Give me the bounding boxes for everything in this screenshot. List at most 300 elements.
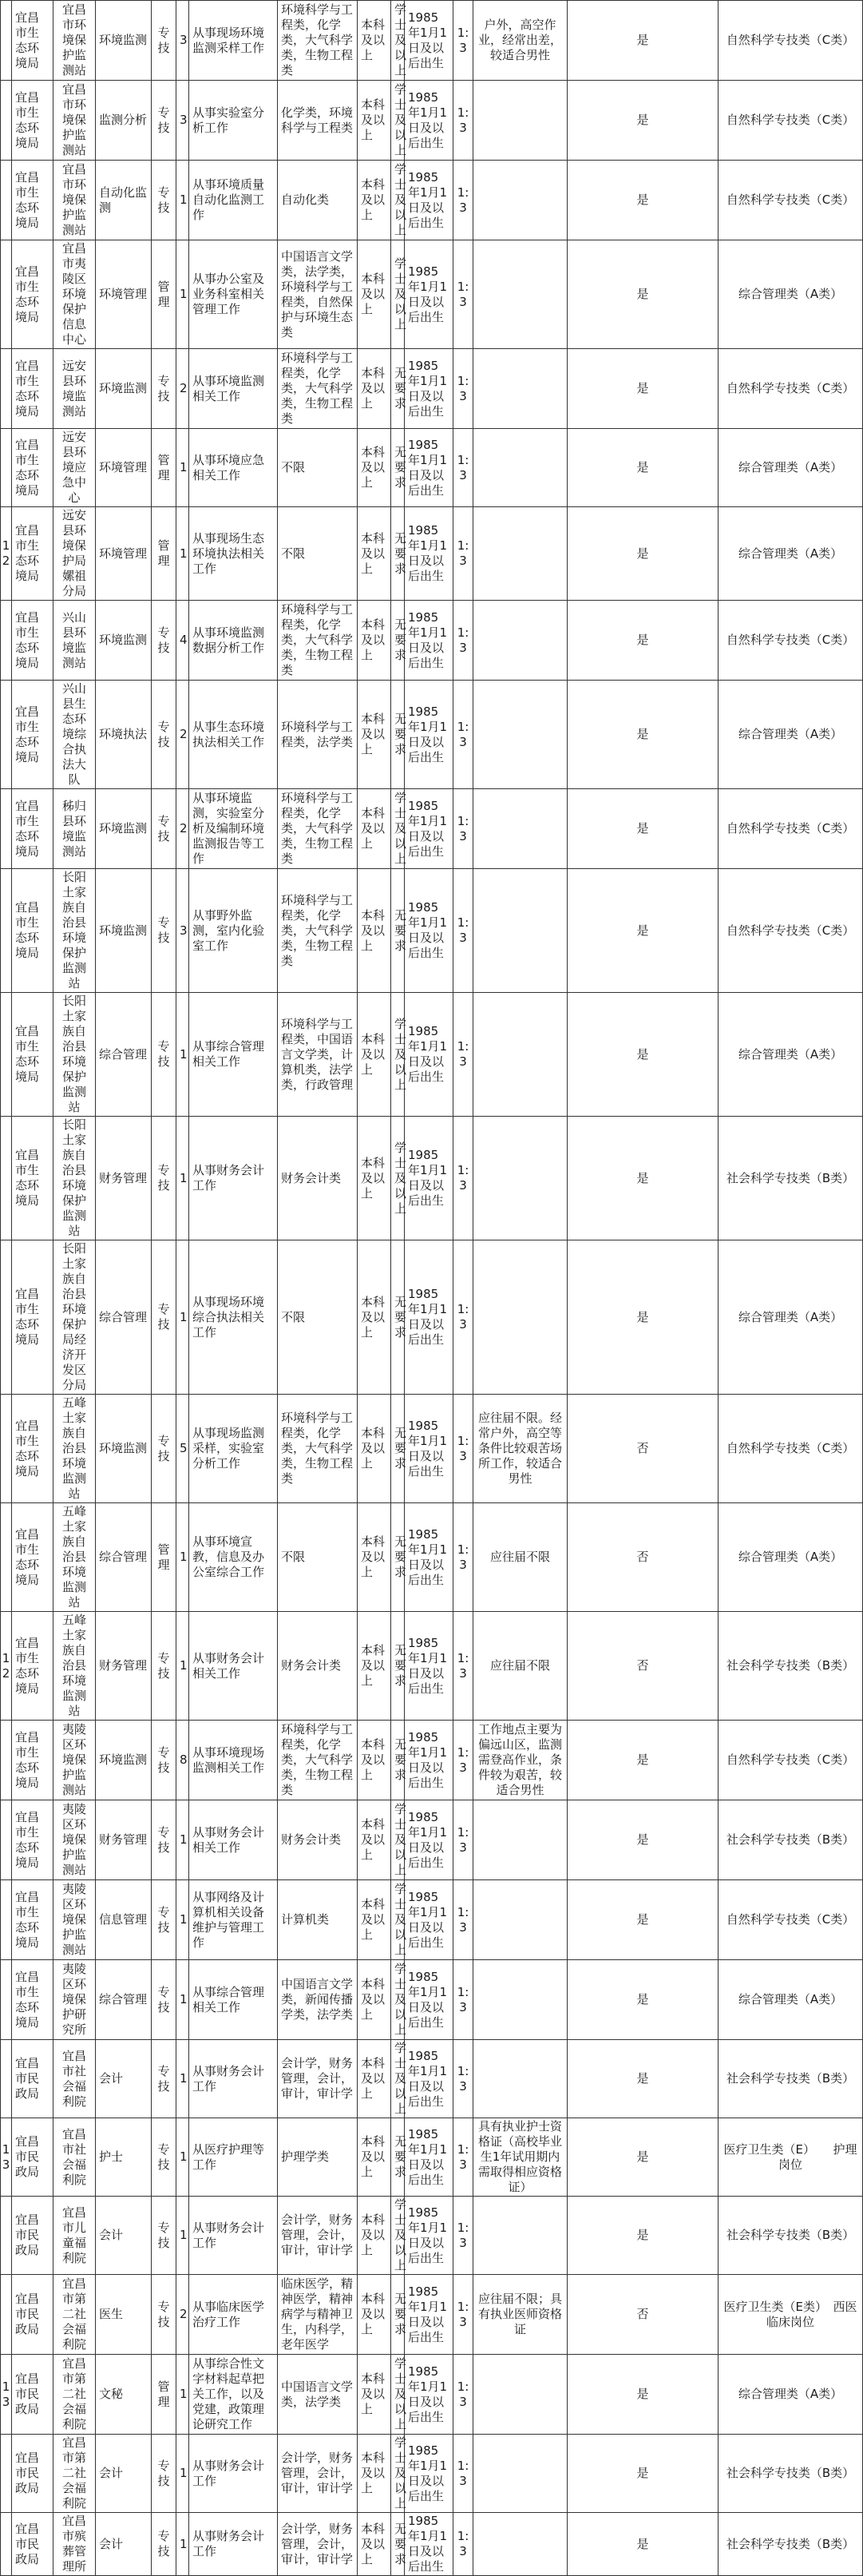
position-name-cell: 文秘: [96, 2355, 152, 2435]
exam-category-cell: 自然科学专技类（C类）: [719, 1395, 863, 1503]
duty-description-cell: 从事办公室及业务科室相关管理工作: [189, 240, 278, 349]
index-cell: [1, 349, 12, 429]
major-requirement-cell: 会计学，财务管理，会计，审计，审计学: [278, 2197, 358, 2275]
exam-ratio-cell: 1:3: [453, 1395, 473, 1503]
major-requirement-cell: 财务会计类: [278, 1800, 358, 1880]
degree-cell: 学士及以上: [391, 2355, 405, 2435]
unit-cell: 宜昌市民政局: [12, 2435, 53, 2513]
position-type-cell: 专技: [152, 81, 176, 161]
position-name-cell: 环境监测: [96, 789, 152, 869]
degree-cell: 学士及以上: [391, 2435, 405, 2513]
department-cell: 五峰土家族自治县环境监测站: [53, 1395, 96, 1503]
department-cell: 夷陵区环境保护监测站: [53, 1721, 96, 1800]
other-requirement-cell: [473, 2513, 568, 2576]
department-cell: 长阳土家族自治县环境保护局经济开发区分局: [53, 1240, 96, 1395]
exam-ratio-cell: 1:3: [453, 1960, 473, 2040]
age-requirement-cell: 1985年1月1日及以后出生: [405, 2513, 453, 2576]
department-cell: 宜昌市殡葬管理所: [53, 2513, 96, 2576]
department-cell: 宜昌市社会福利院: [53, 2118, 96, 2197]
index-cell: [1, 681, 12, 789]
duty-description-cell: 从事环境监测数据分析工作: [189, 601, 278, 681]
table-row: [1, 1117, 863, 1240]
major-requirement-cell: 环境科学与工程类，化学类，大气科学类，生物工程类: [278, 1721, 358, 1800]
exam-ratio-cell: 1:3: [453, 681, 473, 789]
index-cell: [1, 1395, 12, 1503]
index-cell: 12: [1, 507, 12, 601]
education-cell: 本科及以上: [358, 1, 391, 81]
unit-cell: 宜昌市生态环境局: [12, 993, 53, 1117]
degree-cell: 无要求: [391, 2275, 405, 2355]
other-requirement-cell: [473, 161, 568, 240]
table-row: [1, 2275, 863, 2355]
duty-description-cell: 从事综合管理相关工作: [189, 1960, 278, 2040]
position-type-cell: 管理: [152, 1503, 176, 1612]
position-name-cell: 监测分析: [96, 81, 152, 161]
index-cell: [1, 1240, 12, 1395]
duty-description-cell: 从医疗护理等工作: [189, 2118, 278, 2197]
table-row: [1, 789, 863, 869]
headcount-cell: 1: [176, 1880, 189, 1960]
age-requirement-cell: 1985年1月1日及以后出生: [405, 429, 453, 507]
position-type-cell: 专技: [152, 2040, 176, 2118]
age-requirement-cell: 1985年1月1日及以后出生: [405, 1117, 453, 1240]
qualification-cell: 否: [568, 1612, 719, 1721]
position-type-cell: 专技: [152, 869, 176, 993]
duty-description-cell: 从事财务会计相关工作: [189, 1800, 278, 1880]
headcount-cell: 1: [176, 1800, 189, 1880]
other-requirement-cell: [473, 2197, 568, 2275]
education-cell: 本科及以上: [358, 1395, 391, 1503]
table-row: [1, 1960, 863, 2040]
unit-cell: 宜昌市生态环境局: [12, 81, 53, 161]
exam-ratio-cell: 1:3: [453, 993, 473, 1117]
education-cell: 本科及以上: [358, 349, 391, 429]
headcount-cell: 1: [176, 240, 189, 349]
qualification-cell: 是: [568, 601, 719, 681]
education-cell: 本科及以上: [358, 2435, 391, 2513]
other-requirement-cell: 工作地点主要为偏远山区，监测需登高作业，条件较为艰苦，较适合男性: [473, 1721, 568, 1800]
age-requirement-cell: 1985年1月1日及以后出生: [405, 2275, 453, 2355]
major-requirement-cell: 计算机类: [278, 1880, 358, 1960]
other-requirement-cell: 具有执业护士资格证（高校毕业生1年试用期内需取得相应资格证）: [473, 2118, 568, 2197]
exam-category-cell: 综合管理类（A类）: [719, 681, 863, 789]
unit-cell: 宜昌市民政局: [12, 2355, 53, 2435]
table-row: [1, 681, 863, 789]
major-requirement-cell: 中国语言文学类，新闻传播学类，法学类: [278, 1960, 358, 2040]
qualification-cell: 是: [568, 1800, 719, 1880]
exam-ratio-cell: 1:3: [453, 601, 473, 681]
unit-cell: 宜昌市生态环境局: [12, 681, 53, 789]
education-cell: 本科及以上: [358, 1800, 391, 1880]
exam-category-cell: 自然科学专技类（C类）: [719, 1721, 863, 1800]
duty-description-cell: 从事财务会计工作: [189, 2040, 278, 2118]
index-cell: [1, 993, 12, 1117]
duty-description-cell: 从事环境监测，实验室分析及编制环境监测报告等工作: [189, 789, 278, 869]
education-cell: 本科及以上: [358, 2197, 391, 2275]
major-requirement-cell: 环境科学与工程类，化学类，大气科学类，生物工程类: [278, 1395, 358, 1503]
other-requirement-cell: [473, 2040, 568, 2118]
exam-ratio-cell: 1:3: [453, 507, 473, 601]
education-cell: 本科及以上: [358, 993, 391, 1117]
department-cell: 夷陵区环境保护监测站: [53, 1880, 96, 1960]
age-requirement-cell: 1985年1月1日及以后出生: [405, 681, 453, 789]
headcount-cell: 2: [176, 349, 189, 429]
position-name-cell: 环境监测: [96, 1395, 152, 1503]
department-cell: 宜昌市第二社会福利院: [53, 2435, 96, 2513]
position-type-cell: 专技: [152, 1800, 176, 1880]
unit-cell: 宜昌市民政局: [12, 2275, 53, 2355]
exam-ratio-cell: 1:3: [453, 1503, 473, 1612]
qualification-cell: 是: [568, 429, 719, 507]
major-requirement-cell: 财务会计类: [278, 1612, 358, 1721]
exam-category-cell: 自然科学专技类（C类）: [719, 789, 863, 869]
unit-cell: 宜昌市生态环境局: [12, 507, 53, 601]
education-cell: 本科及以上: [358, 1960, 391, 2040]
position-name-cell: 环境监测: [96, 1721, 152, 1800]
headcount-cell: 3: [176, 1, 189, 81]
age-requirement-cell: 1985年1月1日及以后出生: [405, 81, 453, 161]
duty-description-cell: 从事现场生态环境执法相关工作: [189, 507, 278, 601]
duty-description-cell: 从事现场环境监测采样工作: [189, 1, 278, 81]
department-cell: 远安县环境监测站: [53, 349, 96, 429]
department-cell: 长阳土家族自治县环境保护监测站: [53, 869, 96, 993]
position-type-cell: 管理: [152, 240, 176, 349]
table-row: [1, 2040, 863, 2118]
index-cell: [1, 2435, 12, 2513]
education-cell: 本科及以上: [358, 1612, 391, 1721]
position-type-cell: 专技: [152, 2118, 176, 2197]
exam-ratio-cell: 1:3: [453, 161, 473, 240]
exam-ratio-cell: 1:3: [453, 2435, 473, 2513]
duty-description-cell: 从事现场环境综合执法相关工作: [189, 1240, 278, 1395]
degree-cell: 学士及以上: [391, 240, 405, 349]
index-cell: [1, 1960, 12, 2040]
exam-ratio-cell: 1:3: [453, 1612, 473, 1721]
exam-category-cell: 自然科学专技类（C类）: [719, 1, 863, 81]
qualification-cell: 是: [568, 993, 719, 1117]
degree-cell: 无要求: [391, 507, 405, 601]
position-type-cell: 专技: [152, 1395, 176, 1503]
index-cell: [1, 2275, 12, 2355]
age-requirement-cell: 1985年1月1日及以后出生: [405, 1960, 453, 2040]
duty-description-cell: 从事环境现场监测相关工作: [189, 1721, 278, 1800]
other-requirement-cell: 应往届不限: [473, 1612, 568, 1721]
unit-cell: 宜昌市生态环境局: [12, 789, 53, 869]
age-requirement-cell: 1985年1月1日及以后出生: [405, 1880, 453, 1960]
position-name-cell: 环境管理: [96, 507, 152, 601]
headcount-cell: 1: [176, 2513, 189, 2576]
headcount-cell: 5: [176, 1395, 189, 1503]
exam-ratio-cell: 1:3: [453, 869, 473, 993]
duty-description-cell: 从事综合性文字材料起草把关工作，以及党建，政策理论研究工作: [189, 2355, 278, 2435]
position-type-cell: 专技: [152, 2275, 176, 2355]
table-row: [1, 2197, 863, 2275]
duty-description-cell: 从事网络及计算机相关设备维护与管理工作: [189, 1880, 278, 1960]
table-row: [1, 1612, 863, 1721]
unit-cell: 宜昌市生态环境局: [12, 240, 53, 349]
table-row: [1, 81, 863, 161]
major-requirement-cell: 环境科学与工程类，法学类: [278, 681, 358, 789]
other-requirement-cell: [473, 240, 568, 349]
degree-cell: 学士及以上: [391, 2197, 405, 2275]
other-requirement-cell: [473, 1880, 568, 1960]
exam-category-cell: 社会科学专技类（B类）: [719, 2513, 863, 2576]
other-requirement-cell: [473, 789, 568, 869]
position-type-cell: 专技: [152, 1, 176, 81]
education-cell: 本科及以上: [358, 2513, 391, 2576]
department-cell: 长阳土家族自治县环境保护监测站: [53, 1117, 96, 1240]
exam-category-cell: 综合管理类（A类）: [719, 1503, 863, 1612]
education-cell: 本科及以上: [358, 601, 391, 681]
duty-description-cell: 从事综合管理相关工作: [189, 993, 278, 1117]
exam-category-cell: 综合管理类（A类）: [719, 993, 863, 1117]
table-row: [1, 2435, 863, 2513]
age-requirement-cell: 1985年1月1日及以后出生: [405, 161, 453, 240]
exam-category-cell: 综合管理类（A类）: [719, 1960, 863, 2040]
duty-description-cell: 从事环境应急相关工作: [189, 429, 278, 507]
education-cell: 本科及以上: [358, 507, 391, 601]
major-requirement-cell: 护理学类: [278, 2118, 358, 2197]
other-requirement-cell: [473, 993, 568, 1117]
index-cell: [1, 81, 12, 161]
position-name-cell: 会计: [96, 2197, 152, 2275]
unit-cell: 宜昌市生态环境局: [12, 429, 53, 507]
position-type-cell: 专技: [152, 1721, 176, 1800]
position-type-cell: 专技: [152, 681, 176, 789]
department-cell: 夷陵区环境保护监测站: [53, 1800, 96, 1880]
qualification-cell: 是: [568, 681, 719, 789]
age-requirement-cell: 1985年1月1日及以后出生: [405, 2355, 453, 2435]
other-requirement-cell: [473, 1117, 568, 1240]
degree-cell: 无要求: [391, 1395, 405, 1503]
position-name-cell: 财务管理: [96, 1800, 152, 1880]
age-requirement-cell: 1985年1月1日及以后出生: [405, 1, 453, 81]
unit-cell: 宜昌市生态环境局: [12, 1, 53, 81]
degree-cell: 学士及以上: [391, 1117, 405, 1240]
exam-category-cell: 自然科学专技类（C类）: [719, 869, 863, 993]
department-cell: 宜昌市夷陵区环境保护信息中心: [53, 240, 96, 349]
major-requirement-cell: 化学类，环境科学与工程类: [278, 81, 358, 161]
index-cell: [1, 1, 12, 81]
department-cell: 宜昌市环境保护监测站: [53, 161, 96, 240]
exam-category-cell: 社会科学专技类（B类）: [719, 2197, 863, 2275]
education-cell: 本科及以上: [358, 2118, 391, 2197]
age-requirement-cell: 1985年1月1日及以后出生: [405, 1721, 453, 1800]
department-cell: 宜昌市儿童福利院: [53, 2197, 96, 2275]
index-cell: [1, 161, 12, 240]
qualification-cell: 是: [568, 2040, 719, 2118]
exam-ratio-cell: 1:3: [453, 1, 473, 81]
exam-ratio-cell: 1:3: [453, 789, 473, 869]
exam-ratio-cell: 1:3: [453, 1800, 473, 1880]
table-row: [1, 429, 863, 507]
exam-category-cell: 社会科学专技类（B类）: [719, 2435, 863, 2513]
index-cell: [1, 601, 12, 681]
duty-description-cell: 从事实验室分析工作: [189, 81, 278, 161]
table-row: [1, 1800, 863, 1880]
position-name-cell: 环境监测: [96, 349, 152, 429]
position-name-cell: 财务管理: [96, 1117, 152, 1240]
age-requirement-cell: 1985年1月1日及以后出生: [405, 1395, 453, 1503]
unit-cell: 宜昌市生态环境局: [12, 1960, 53, 2040]
education-cell: 本科及以上: [358, 240, 391, 349]
position-name-cell: 信息管理: [96, 1880, 152, 1960]
department-cell: 兴山县生态环境综合执法大队: [53, 681, 96, 789]
age-requirement-cell: 1985年1月1日及以后出生: [405, 2435, 453, 2513]
other-requirement-cell: [473, 349, 568, 429]
degree-cell: 学士及以上: [391, 1800, 405, 1880]
age-requirement-cell: 1985年1月1日及以后出生: [405, 2040, 453, 2118]
index-cell: [1, 1721, 12, 1800]
headcount-cell: 1: [176, 1960, 189, 2040]
position-name-cell: 会计: [96, 2513, 152, 2576]
position-name-cell: 自动化监测: [96, 161, 152, 240]
position-name-cell: 综合管理: [96, 1503, 152, 1612]
qualification-cell: 是: [568, 161, 719, 240]
qualification-cell: 否: [568, 2275, 719, 2355]
table-row: [1, 1395, 863, 1503]
qualification-cell: 是: [568, 1880, 719, 1960]
headcount-cell: 1: [176, 1117, 189, 1240]
headcount-cell: 1: [176, 507, 189, 601]
degree-cell: 学士及以上: [391, 789, 405, 869]
degree-cell: 学士及以上: [391, 1960, 405, 2040]
degree-cell: 无要求: [391, 2513, 405, 2576]
department-cell: 兴山县环境监测站: [53, 601, 96, 681]
table-row: [1, 1880, 863, 1960]
table-row: [1, 1721, 863, 1800]
unit-cell: 宜昌市生态环境局: [12, 1240, 53, 1395]
headcount-cell: 3: [176, 869, 189, 993]
exam-ratio-cell: 1:3: [453, 2040, 473, 2118]
headcount-cell: 2: [176, 681, 189, 789]
duty-description-cell: 从事环境宣教，信息及办公室综合工作: [189, 1503, 278, 1612]
other-requirement-cell: 应往届不限。经常户外，高空等条件比较艰苦场所工作，较适合男性: [473, 1395, 568, 1503]
other-requirement-cell: 户外，高空作业，经常出差，较适合男性: [473, 1, 568, 81]
position-name-cell: 医生: [96, 2275, 152, 2355]
department-cell: 宜昌市环境保护监测站: [53, 1, 96, 81]
department-cell: 长阳土家族自治县环境保护监测站: [53, 993, 96, 1117]
index-cell: [1, 1800, 12, 1880]
exam-category-cell: 社会科学专技类（B类）: [719, 1800, 863, 1880]
position-name-cell: 会计: [96, 2435, 152, 2513]
position-name-cell: 综合管理: [96, 1240, 152, 1395]
position-name-cell: 环境执法: [96, 681, 152, 789]
degree-cell: 无要求: [391, 869, 405, 993]
age-requirement-cell: 1985年1月1日及以后出生: [405, 789, 453, 869]
index-cell: 13: [1, 2355, 12, 2435]
education-cell: 本科及以上: [358, 161, 391, 240]
headcount-cell: 1: [176, 2040, 189, 2118]
index-cell: [1, 1503, 12, 1612]
education-cell: 本科及以上: [358, 789, 391, 869]
index-cell: 12: [1, 1612, 12, 1721]
exam-ratio-cell: 1:3: [453, 2355, 473, 2435]
degree-cell: 学士及以上: [391, 2040, 405, 2118]
unit-cell: 宜昌市生态环境局: [12, 869, 53, 993]
other-requirement-cell: [473, 81, 568, 161]
table-row: [1, 1503, 863, 1612]
major-requirement-cell: 环境科学与工程类，化学类，大气科学类，生物工程类: [278, 789, 358, 869]
degree-cell: 无要求: [391, 1240, 405, 1395]
age-requirement-cell: 1985年1月1日及以后出生: [405, 869, 453, 993]
exam-ratio-cell: 1:3: [453, 1240, 473, 1395]
education-cell: 本科及以上: [358, 1721, 391, 1800]
department-cell: 五峰土家族自治县环境监测站: [53, 1612, 96, 1721]
exam-category-cell: 综合管理类（A类）: [719, 507, 863, 601]
major-requirement-cell: 不限: [278, 1503, 358, 1612]
degree-cell: 学士及以上: [391, 161, 405, 240]
position-name-cell: 环境监测: [96, 601, 152, 681]
qualification-cell: 是: [568, 1117, 719, 1240]
department-cell: 远安县环境应急中心: [53, 429, 96, 507]
index-cell: [1, 240, 12, 349]
exam-ratio-cell: 1:3: [453, 2197, 473, 2275]
exam-ratio-cell: 1:3: [453, 429, 473, 507]
unit-cell: 宜昌市生态环境局: [12, 601, 53, 681]
degree-cell: 无要求: [391, 349, 405, 429]
index-cell: [1, 2040, 12, 2118]
unit-cell: 宜昌市生态环境局: [12, 349, 53, 429]
exam-ratio-cell: 1:3: [453, 349, 473, 429]
department-cell: 五峰土家族自治县环境监测站: [53, 1503, 96, 1612]
degree-cell: 学士及以上: [391, 1880, 405, 1960]
age-requirement-cell: 1985年1月1日及以后出生: [405, 1800, 453, 1880]
qualification-cell: 是: [568, 869, 719, 993]
position-name-cell: 环境管理: [96, 429, 152, 507]
position-type-cell: 专技: [152, 2435, 176, 2513]
exam-ratio-cell: 1:3: [453, 1117, 473, 1240]
table-row: [1, 161, 863, 240]
table-row: [1, 2513, 863, 2576]
exam-ratio-cell: 1:3: [453, 81, 473, 161]
education-cell: 本科及以上: [358, 1117, 391, 1240]
position-type-cell: 管理: [152, 429, 176, 507]
department-cell: 夷陵区环境保护研究所: [53, 1960, 96, 2040]
position-type-cell: 专技: [152, 161, 176, 240]
qualification-cell: 是: [568, 240, 719, 349]
position-type-cell: 专技: [152, 349, 176, 429]
headcount-cell: 3: [176, 81, 189, 161]
education-cell: 本科及以上: [358, 2355, 391, 2435]
index-cell: [1, 1880, 12, 1960]
qualification-cell: 是: [568, 789, 719, 869]
major-requirement-cell: 会计学，财务管理，会计，审计，审计学: [278, 2435, 358, 2513]
position-type-cell: 专技: [152, 601, 176, 681]
major-requirement-cell: 中国语言文学类，法学类，环境科学与工程类，自然保护与环境生态类: [278, 240, 358, 349]
index-cell: [1, 2197, 12, 2275]
position-type-cell: 专技: [152, 2513, 176, 2576]
major-requirement-cell: 会计学，财务管理，会计，审计，审计学: [278, 2040, 358, 2118]
other-requirement-cell: [473, 601, 568, 681]
qualification-cell: 是: [568, 2513, 719, 2576]
department-cell: 远安县环境保护局嫘祖分局: [53, 507, 96, 601]
unit-cell: 宜昌市生态环境局: [12, 161, 53, 240]
duty-description-cell: 从事野外监测，室内化验室工作: [189, 869, 278, 993]
other-requirement-cell: [473, 869, 568, 993]
age-requirement-cell: 1985年1月1日及以后出生: [405, 993, 453, 1117]
age-requirement-cell: 1985年1月1日及以后出生: [405, 349, 453, 429]
degree-cell: 无要求: [391, 2118, 405, 2197]
table-row: [1, 349, 863, 429]
duty-description-cell: 从事财务会计工作: [189, 1117, 278, 1240]
major-requirement-cell: 中国语言文学类，法学类: [278, 2355, 358, 2435]
unit-cell: 宜昌市民政局: [12, 2118, 53, 2197]
education-cell: 本科及以上: [358, 429, 391, 507]
degree-cell: 学士及以上: [391, 993, 405, 1117]
exam-category-cell: 社会科学专技类（B类）: [719, 1117, 863, 1240]
department-cell: 秭归县环境监测站: [53, 789, 96, 869]
